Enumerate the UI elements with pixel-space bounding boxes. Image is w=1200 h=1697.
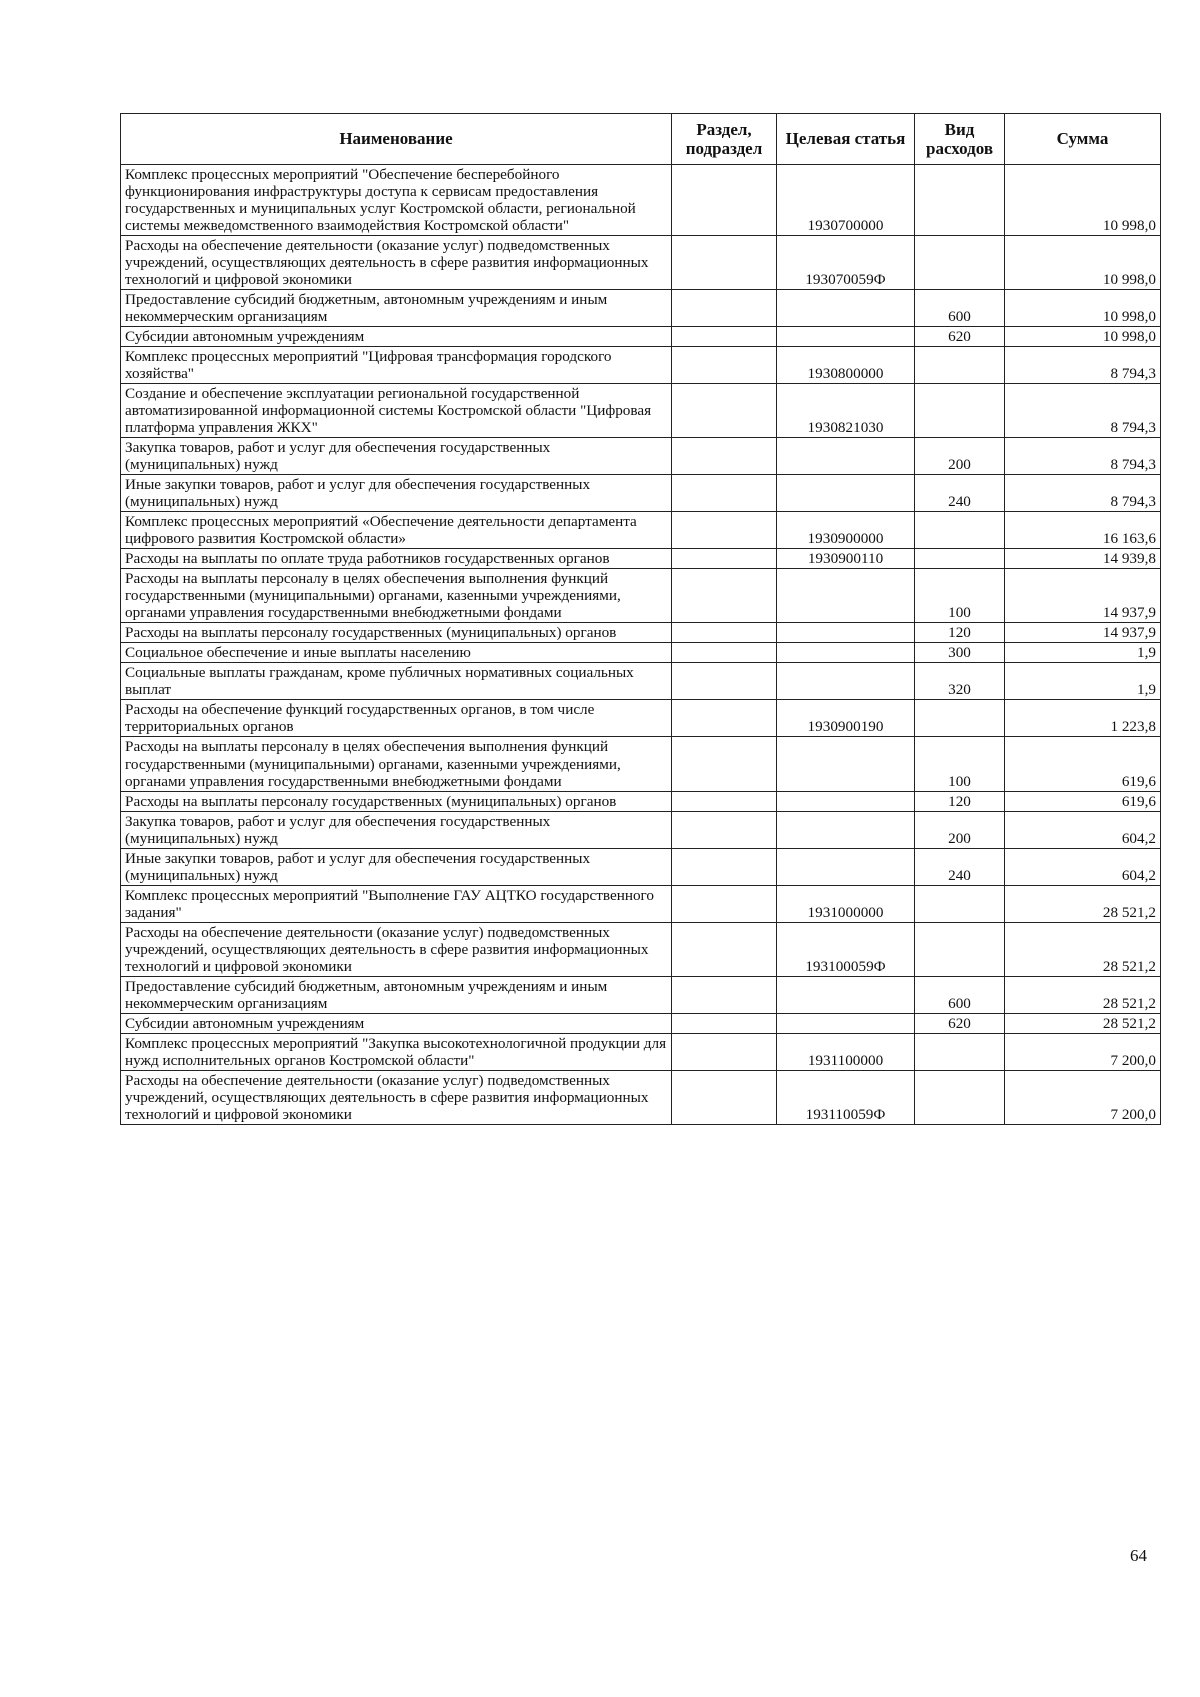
row-kind <box>915 549 1005 569</box>
row-sum: 619,6 <box>1005 791 1161 811</box>
row-kind: 300 <box>915 643 1005 663</box>
table-row <box>121 384 1161 438</box>
row-kind <box>915 1033 1005 1070</box>
row-sum: 1,9 <box>1005 663 1161 700</box>
row-sum: 1 223,8 <box>1005 700 1161 737</box>
row-kind <box>915 347 1005 384</box>
row-sum: 7 200,0 <box>1005 1033 1161 1070</box>
table-row <box>121 549 1161 569</box>
table-row <box>121 290 1161 327</box>
row-kind: 600 <box>915 290 1005 327</box>
row-kind: 620 <box>915 327 1005 347</box>
row-name: Иные закупки товаров, работ и услуг для обеспечения государственных (муниципальных) нужд <box>121 848 672 885</box>
row-name: Комплекс процессных мероприятий "Выполнение ГАУ АЦТКО государственного задания" <box>121 885 672 922</box>
row-sum: 619,6 <box>1005 737 1161 791</box>
table-row <box>121 1033 1161 1070</box>
row-section <box>672 1013 777 1033</box>
table-row <box>121 643 1161 663</box>
table-row <box>121 236 1161 290</box>
row-name: Расходы на выплаты персоналу в целях обеспечения выполнения функций государственными (муниципальными) органами, казенными учреждениями, органами управления государственными внебюджетными фондами <box>121 569 672 623</box>
row-section <box>672 290 777 327</box>
row-target: 1931100000 <box>777 1033 915 1070</box>
row-name: Закупка товаров, работ и услуг для обеспечения государственных (муниципальных) нужд <box>121 811 672 848</box>
row-target <box>777 737 915 791</box>
row-name: Предоставление субсидий бюджетным, автономным учреждениям и иным некоммерческим организациям <box>121 976 672 1013</box>
table-row <box>121 976 1161 1013</box>
table-row <box>121 438 1161 475</box>
row-name: Комплекс процессных мероприятий "Закупка высокотехнологичной продукции для нужд исполнительных органов Костромской области" <box>121 1033 672 1070</box>
row-section <box>672 623 777 643</box>
row-name: Расходы на обеспечение деятельности (оказание услуг) подведомственных учреждений, осуществляющих деятельность в сфере развития информационных технологий и цифровой экономики <box>121 236 672 290</box>
row-target: 1930900000 <box>777 512 915 549</box>
row-section <box>672 549 777 569</box>
row-sum: 7 200,0 <box>1005 1070 1161 1124</box>
row-target: 1930800000 <box>777 347 915 384</box>
row-target <box>777 1013 915 1033</box>
table-row <box>121 922 1161 976</box>
row-sum: 10 998,0 <box>1005 236 1161 290</box>
row-target <box>777 327 915 347</box>
row-section <box>672 885 777 922</box>
row-sum: 1,9 <box>1005 643 1161 663</box>
row-name: Субсидии автономным учреждениям <box>121 1013 672 1033</box>
row-sum: 8 794,3 <box>1005 438 1161 475</box>
row-name: Создание и обеспечение эксплуатации региональной государственной автоматизированной информационной системы Костромской области "Цифровая платформа управления ЖКХ" <box>121 384 672 438</box>
row-kind: 100 <box>915 569 1005 623</box>
row-target: 1931000000 <box>777 885 915 922</box>
row-kind <box>915 512 1005 549</box>
row-target: 1930900190 <box>777 700 915 737</box>
row-section <box>672 569 777 623</box>
row-sum: 14 939,8 <box>1005 549 1161 569</box>
row-section <box>672 663 777 700</box>
row-name: Расходы на обеспечение деятельности (оказание услуг) подведомственных учреждений, осуществляющих деятельность в сфере развития информационных технологий и цифровой экономики <box>121 1070 672 1124</box>
row-sum: 8 794,3 <box>1005 347 1161 384</box>
row-section <box>672 1033 777 1070</box>
row-kind <box>915 885 1005 922</box>
row-sum: 604,2 <box>1005 848 1161 885</box>
row-name: Предоставление субсидий бюджетным, автономным учреждениям и иным некоммерческим организациям <box>121 290 672 327</box>
header-section: Раздел, подраздел <box>672 114 777 165</box>
row-target: 193070059Ф <box>777 236 915 290</box>
table-row <box>121 791 1161 811</box>
row-target: 1930821030 <box>777 384 915 438</box>
row-sum: 14 937,9 <box>1005 569 1161 623</box>
row-sum: 10 998,0 <box>1005 290 1161 327</box>
header-sum: Сумма <box>1005 114 1161 165</box>
row-name: Комплекс процессных мероприятий "Обеспечение бесперебойного функционирования инфраструктуры доступа к сервисам предоставления государственных и муниципальных услуг Костромской области, региональной системы межведомственного взаимодействия Костромской области" <box>121 165 672 236</box>
row-target <box>777 811 915 848</box>
row-target <box>777 848 915 885</box>
row-section <box>672 236 777 290</box>
table-row <box>121 885 1161 922</box>
row-kind <box>915 236 1005 290</box>
table-row <box>121 475 1161 512</box>
row-target <box>777 791 915 811</box>
table-row <box>121 512 1161 549</box>
row-section <box>672 165 777 236</box>
row-sum: 604,2 <box>1005 811 1161 848</box>
header-target: Целевая статья <box>777 114 915 165</box>
row-section <box>672 922 777 976</box>
row-name: Комплекс процессных мероприятий "Цифровая трансформация городского хозяйства" <box>121 347 672 384</box>
row-sum: 28 521,2 <box>1005 1013 1161 1033</box>
row-kind: 320 <box>915 663 1005 700</box>
row-sum: 28 521,2 <box>1005 922 1161 976</box>
table-body <box>121 165 1161 1125</box>
row-kind: 240 <box>915 475 1005 512</box>
row-kind: 120 <box>915 623 1005 643</box>
row-target <box>777 623 915 643</box>
row-kind: 120 <box>915 791 1005 811</box>
row-sum: 28 521,2 <box>1005 976 1161 1013</box>
row-kind <box>915 922 1005 976</box>
table-row <box>121 663 1161 700</box>
row-section <box>672 347 777 384</box>
row-name: Расходы на обеспечение деятельности (оказание услуг) подведомственных учреждений, осуществляющих деятельность в сфере развития информационных технологий и цифровой экономики <box>121 922 672 976</box>
table-row <box>121 327 1161 347</box>
table-row <box>121 737 1161 791</box>
row-name: Расходы на выплаты персоналу в целях обеспечения выполнения функций государственными (муниципальными) органами, казенными учреждениями, органами управления государственными внебюджетными фондами <box>121 737 672 791</box>
row-kind: 240 <box>915 848 1005 885</box>
row-target <box>777 475 915 512</box>
row-kind <box>915 1070 1005 1124</box>
row-sum: 8 794,3 <box>1005 475 1161 512</box>
row-target <box>777 976 915 1013</box>
row-kind <box>915 384 1005 438</box>
row-section <box>672 327 777 347</box>
row-kind: 200 <box>915 438 1005 475</box>
row-name: Расходы на обеспечение функций государственных органов, в том числе территориальных органов <box>121 700 672 737</box>
table-row <box>121 848 1161 885</box>
row-section <box>672 1070 777 1124</box>
row-sum: 14 937,9 <box>1005 623 1161 643</box>
row-name: Субсидии автономным учреждениям <box>121 327 672 347</box>
row-target: 1930900110 <box>777 549 915 569</box>
row-target: 1930700000 <box>777 165 915 236</box>
table-row <box>121 700 1161 737</box>
row-kind: 100 <box>915 737 1005 791</box>
header-row <box>121 114 1161 165</box>
row-target: 193100059Ф <box>777 922 915 976</box>
table-row <box>121 623 1161 643</box>
table-row <box>121 1070 1161 1124</box>
row-sum: 28 521,2 <box>1005 885 1161 922</box>
row-section <box>672 643 777 663</box>
row-name: Социальные выплаты гражданам, кроме публичных нормативных социальных выплат <box>121 663 672 700</box>
page-number: 64 <box>1130 1546 1147 1565</box>
table-row <box>121 347 1161 384</box>
row-kind: 600 <box>915 976 1005 1013</box>
budget-table <box>120 113 1161 1125</box>
table-header <box>121 114 1161 165</box>
row-section <box>672 475 777 512</box>
row-target <box>777 438 915 475</box>
row-target <box>777 569 915 623</box>
row-target <box>777 663 915 700</box>
table-row <box>121 165 1161 236</box>
row-name: Комплекс процессных мероприятий «Обеспечение деятельности департамента цифрового развития Костромской области» <box>121 512 672 549</box>
row-section <box>672 791 777 811</box>
row-name: Социальное обеспечение и иные выплаты населению <box>121 643 672 663</box>
row-section <box>672 848 777 885</box>
table-row <box>121 1013 1161 1033</box>
row-name: Расходы на выплаты по оплате труда работников государственных органов <box>121 549 672 569</box>
row-section <box>672 976 777 1013</box>
row-section <box>672 512 777 549</box>
row-sum: 10 998,0 <box>1005 327 1161 347</box>
row-kind: 620 <box>915 1013 1005 1033</box>
row-target <box>777 290 915 327</box>
row-kind <box>915 165 1005 236</box>
row-section <box>672 737 777 791</box>
row-name: Иные закупки товаров, работ и услуг для обеспечения государственных (муниципальных) нужд <box>121 475 672 512</box>
row-name: Расходы на выплаты персоналу государственных (муниципальных) органов <box>121 623 672 643</box>
row-target <box>777 643 915 663</box>
row-section <box>672 700 777 737</box>
row-section <box>672 438 777 475</box>
row-kind: 200 <box>915 811 1005 848</box>
header-name: Наименование <box>121 114 672 165</box>
header-kind: Вид расходов <box>915 114 1005 165</box>
table-row <box>121 569 1161 623</box>
table-row <box>121 811 1161 848</box>
row-sum: 16 163,6 <box>1005 512 1161 549</box>
row-sum: 8 794,3 <box>1005 384 1161 438</box>
row-name: Закупка товаров, работ и услуг для обеспечения государственных (муниципальных) нужд <box>121 438 672 475</box>
row-sum: 10 998,0 <box>1005 165 1161 236</box>
row-section <box>672 811 777 848</box>
row-kind <box>915 700 1005 737</box>
row-name: Расходы на выплаты персоналу государственных (муниципальных) органов <box>121 791 672 811</box>
row-section <box>672 384 777 438</box>
row-target: 193110059Ф <box>777 1070 915 1124</box>
